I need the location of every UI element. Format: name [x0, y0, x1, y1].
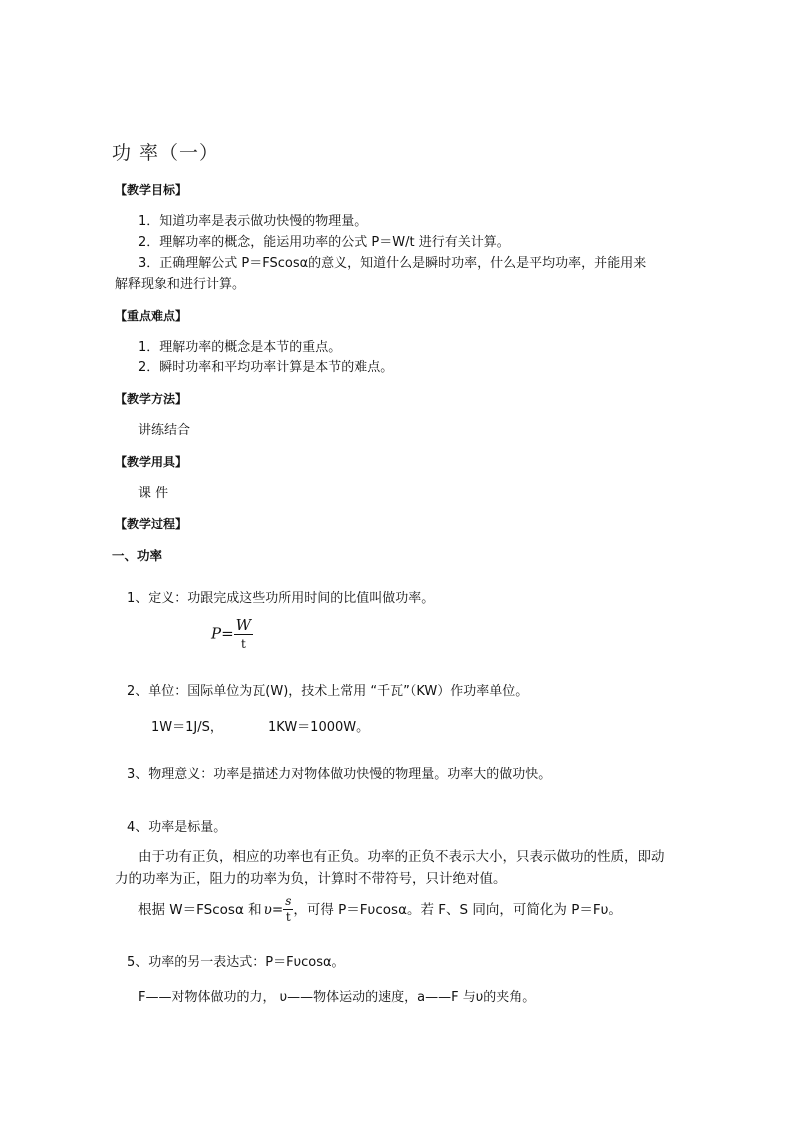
item-meaning: 3、物理意义：功率是描述力对物体做功快慢的物理量。功率大的做功快。: [127, 767, 552, 782]
velocity-numerator: s: [285, 894, 292, 908]
item-unit: 2、单位：国际单位为瓦(W)，技术上常用 “千瓦”（KW）作功率单位。: [127, 684, 529, 699]
derivation-line: [138, 894, 622, 925]
symbol-legend: F——对物体做功的力， υ——物体运动的速度，a——F 与υ的夹角。: [138, 990, 536, 1005]
unit-equation-1: 1W＝1J/S，: [151, 720, 223, 735]
paragraph-line-2: 力的功率为正，阻力的功率为负，计算时不带符号，只计绝对值。: [115, 871, 507, 887]
derivation-post: ，可得 P＝Fυcosα。若 F、S 同向，可简化为 P＝Fυ。: [293, 901, 622, 918]
page-title: 功 率（一）: [112, 142, 220, 164]
key-item-1: 1．理解功率的概念是本节的重点。: [138, 340, 342, 355]
tools-text: 课 件: [138, 486, 169, 501]
formula-power: [211, 616, 253, 653]
item-definition: 1、定义：功跟完成这些功所用时间的比值叫做功率。: [127, 591, 435, 606]
goal-item-1: 1．知道功率是表示做功快慢的物理量。: [138, 214, 368, 229]
item-scalar: 4、功率是标量。: [127, 820, 227, 835]
section-goals: 【教学目标】: [115, 183, 188, 197]
unit-equation-2: 1KW＝1000W。: [268, 720, 370, 735]
velocity-symbol: υ=: [263, 901, 284, 918]
goal-item-2: 2．理解功率的概念，能运用功率的公式 P＝W/t 进行有关计算。: [138, 235, 510, 250]
formula-fraction: [234, 616, 253, 653]
goal-item-3: 3．正确理解公式 P＝FScosα的意义，知道什么是瞬时功率，什么是平均功率，并能用来: [138, 256, 647, 271]
formula-denominator: t: [240, 637, 246, 651]
item-alt-expression: 5、功率的另一表达式：P＝Fυcosα。: [127, 955, 345, 970]
goal-item-3-cont: 解释现象和进行计算。: [115, 277, 246, 292]
section-process: 【教学过程】: [115, 517, 188, 531]
section-tools: 【教学用具】: [115, 455, 188, 469]
formula-lhs: P=: [211, 624, 234, 643]
velocity-fraction: [283, 894, 293, 925]
derivation-pre: 根据 W＝FScosα 和: [138, 901, 262, 918]
method-text: 讲练结合: [138, 423, 191, 438]
part1-heading: 一、功率: [112, 548, 163, 563]
key-item-2: 2．瞬时功率和平均功率计算是本节的难点。: [138, 360, 394, 375]
paragraph-line-1: 由于功有正负，相应的功率也有正负。功率的正负不表示大小，只表示做功的性质，即动: [138, 849, 665, 865]
velocity-denominator: t: [285, 910, 291, 924]
section-key-points: 【重点难点】: [115, 309, 188, 323]
formula-numerator: W: [235, 616, 252, 634]
section-method: 【教学方法】: [115, 392, 188, 406]
